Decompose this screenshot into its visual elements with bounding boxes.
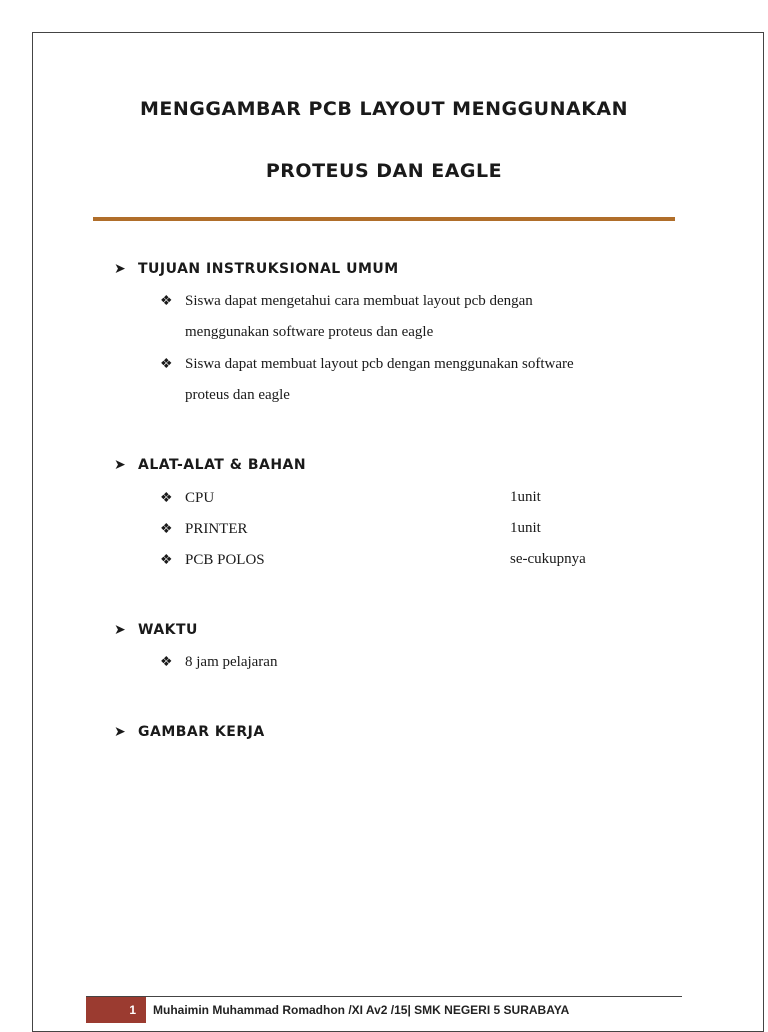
section-heading-tujuan xyxy=(114,261,399,277)
title-divider xyxy=(93,217,675,221)
list-item-text: CPU xyxy=(185,490,215,506)
list-item xyxy=(160,647,277,678)
arrowhead-bullet-icon: ➤ xyxy=(114,261,127,277)
footer-text: Muhaimin Muhammad Romadhon /XI Av2 /15| SMK NEGERI 5 SURABAYA xyxy=(153,1003,570,1017)
page-footer xyxy=(86,996,682,1023)
section-heading-alat xyxy=(114,457,306,473)
list-item xyxy=(160,514,248,545)
diamond-bullet-icon: ❖ xyxy=(160,655,173,670)
section-heading-label: GAMBAR KERJA xyxy=(138,724,265,740)
list-item-text: PRINTER xyxy=(185,521,248,537)
arrowhead-bullet-icon: ➤ xyxy=(114,622,127,638)
page-title-line-1: MENGGAMBAR PCB LAYOUT MENGGUNAKAN xyxy=(139,98,629,120)
list-item-text: 8 jam pelajaran xyxy=(185,654,278,670)
section-heading-label: TUJUAN INSTRUKSIONAL UMUM xyxy=(138,261,399,277)
list-item-text: PCB POLOS xyxy=(185,552,265,568)
page-border xyxy=(32,32,764,1032)
list-item xyxy=(160,545,265,576)
diamond-bullet-icon: ❖ xyxy=(160,522,173,537)
page-number-badge: 1 xyxy=(86,997,146,1023)
arrowhead-bullet-icon: ➤ xyxy=(114,724,127,740)
diamond-bullet-icon: ❖ xyxy=(160,491,173,506)
list-item xyxy=(160,286,533,348)
diamond-bullet-icon: ❖ xyxy=(160,294,173,309)
arrowhead-bullet-icon: ➤ xyxy=(114,457,127,473)
list-item xyxy=(160,483,214,514)
quantity-value: 1unit xyxy=(510,489,541,505)
list-item-text: Siswa dapat membuat layout pcb dengan menggunakan software xyxy=(185,356,574,372)
list-item-text-continued: proteus dan eagle xyxy=(185,387,290,403)
quantity-value: se-cukupnya xyxy=(510,551,586,567)
diamond-bullet-icon: ❖ xyxy=(160,553,173,568)
list-item-text-continued: menggunakan software proteus dan eagle xyxy=(185,324,434,340)
section-heading-waktu xyxy=(114,622,198,638)
page-title-line-2: PROTEUS DAN EAGLE xyxy=(265,160,503,182)
list-item xyxy=(160,349,574,411)
quantity-value: 1unit xyxy=(510,520,541,536)
diamond-bullet-icon: ❖ xyxy=(160,357,173,372)
section-heading-label: WAKTU xyxy=(138,622,198,638)
section-heading-label: ALAT-ALAT & BAHAN xyxy=(138,457,307,473)
list-item-text: Siswa dapat mengetahui cara membuat layout pcb dengan xyxy=(185,293,533,309)
section-heading-gambar xyxy=(114,724,265,740)
